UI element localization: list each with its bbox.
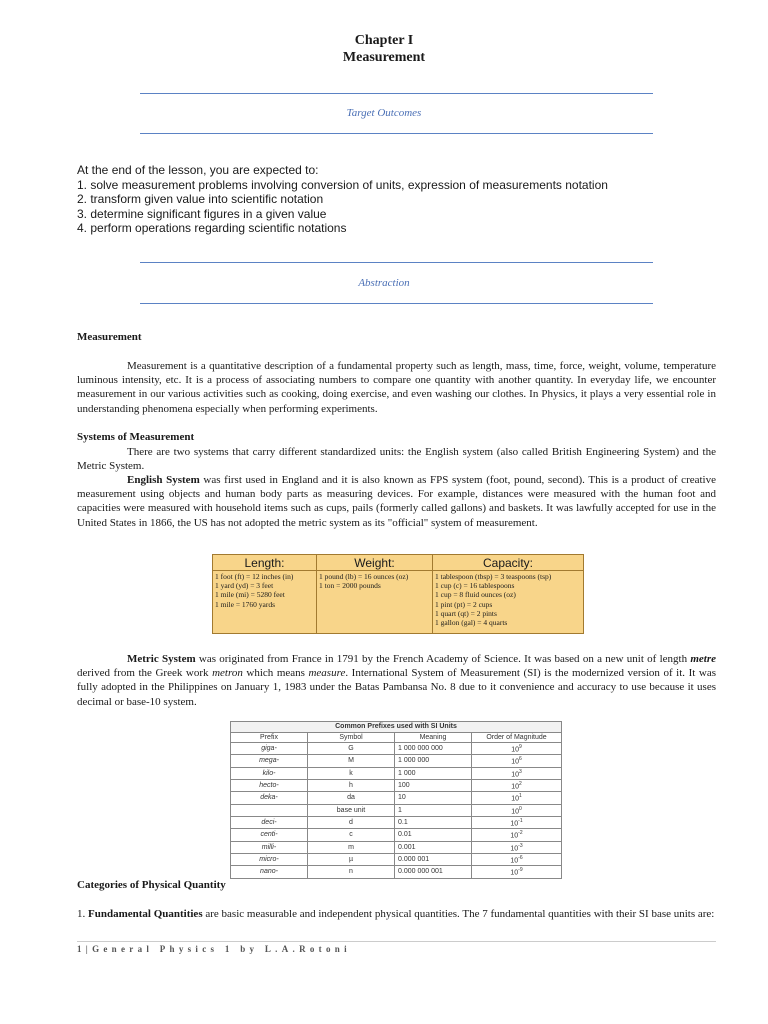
si-order-cell	[472, 779, 562, 791]
order-base: 10	[510, 820, 519, 828]
si-meaning-cell: 10	[395, 792, 472, 804]
page-footer: 1|General Physics 1 by L.A.Rotoni	[77, 944, 351, 954]
unit-row: 1 gallon (gal) = 4 quarts	[435, 618, 508, 628]
order-exponent: 6	[519, 756, 522, 763]
si-prefix-cell	[231, 804, 308, 816]
si-symbol-cell: G	[308, 743, 395, 755]
footer-divider	[77, 941, 716, 942]
si-symbol-cell: d	[308, 816, 395, 828]
si-header: Meaning	[395, 732, 472, 743]
target-outcomes-title: Target Outcomes	[346, 107, 422, 119]
order-exponent: -3	[518, 842, 523, 849]
si-meaning-cell: 1 000	[395, 767, 472, 779]
si-table-row	[231, 792, 562, 804]
si-meaning-cell: 1	[395, 804, 472, 816]
order-exponent: -6	[518, 854, 523, 861]
si-order-cell	[472, 816, 562, 828]
metric-text: . International System of Measurement (SI) is the modernized version of it. It was fully adopted in the Philippines on January 1, 1983 under the Batas Pambansa No. 8 due to it convenience and accuracy to use because it uses decimal or base-10 system.	[77, 667, 716, 708]
order-exponent: -1	[518, 817, 523, 824]
si-meaning-cell: 1 000 000	[395, 755, 472, 767]
unit-row: 1 ton = 2000 pounds	[319, 581, 381, 591]
unit-row: 1 tablespoon (tbsp) = 3 teaspoons (tsp)	[435, 572, 552, 581]
metric-system-paragraph	[77, 652, 716, 709]
si-table-row	[231, 743, 562, 755]
si-order-cell	[472, 792, 562, 804]
si-symbol-cell: n	[308, 866, 395, 878]
si-order-cell	[472, 804, 562, 816]
si-prefix-cell: deka-	[231, 792, 308, 804]
unit-row: 1 quart (qt) = 2 pints	[435, 608, 497, 618]
order-exponent: -9	[518, 867, 523, 874]
si-prefix-cell: mega-	[231, 755, 308, 767]
si-prefix-cell: kilo-	[231, 767, 308, 779]
si-header: Symbol	[308, 732, 395, 743]
outcome-item: 2. transform given value into scientific notation	[77, 192, 324, 206]
systems-intro-paragraph: There are two systems that carry different standardized units: the English system (also called British Engineering System) and the Metric System.	[77, 446, 716, 473]
metron-word: metron	[212, 667, 243, 680]
measurement-heading: Measurement	[77, 331, 142, 343]
si-meaning-cell: 0.01	[395, 829, 472, 841]
si-table-row	[231, 841, 562, 853]
outcome-item: 1. solve measurement problems involving conversion of units, expression of measurements notation	[77, 177, 608, 192]
si-prefix-cell: nano-	[231, 866, 308, 878]
si-table-row	[231, 804, 562, 816]
chapter-label: Chapter I	[354, 33, 414, 48]
si-meaning-cell: 0.001	[395, 841, 472, 853]
si-table-row	[231, 853, 562, 865]
english-system-text: was first used in England and it is also known as FPS system (foot, pound, second). This is a product of creative measurement using objects and human body parts as measuring devices. For example, distances were measured with the human foot and capacities were measured with household items such as cups, pails (formerly called gallons) and baskets. It was lawfully accepted for use in the United States in 1866, the US has not adopted the metric system as its "official" system of measurement.	[77, 474, 716, 529]
si-symbol-cell: m	[308, 841, 395, 853]
unit-row: 1 pound (lb) = 16 ounces (oz)	[319, 572, 409, 581]
divider	[140, 93, 653, 94]
column-header: Length:	[213, 556, 316, 571]
fundamental-term: Fundamental Quantities	[88, 908, 203, 920]
outcomes-list	[77, 163, 608, 236]
categories-heading: Categories of Physical Quantity	[77, 879, 226, 891]
si-header: Prefix	[231, 732, 308, 743]
column-header: Capacity:	[433, 556, 583, 571]
divider	[140, 262, 653, 263]
english-system-term: English System	[127, 474, 200, 486]
si-meaning-cell: 0.1	[395, 816, 472, 828]
si-symbol-cell: da	[308, 792, 395, 804]
order-base: 10	[511, 795, 519, 803]
si-table-row	[231, 816, 562, 828]
si-symbol-cell: h	[308, 779, 395, 791]
si-symbol-cell: c	[308, 829, 395, 841]
order-exponent: 9	[519, 744, 522, 750]
si-prefix-cell: centi-	[231, 829, 308, 841]
si-header: Order of Magnitude	[472, 732, 562, 743]
unit-row: 1 yard (yd) = 3 feet	[215, 581, 274, 591]
si-order-cell	[472, 755, 562, 767]
si-table-row	[231, 829, 562, 841]
si-order-cell	[472, 866, 562, 878]
unit-row: 1 mile = 1760 yards	[215, 599, 276, 609]
si-table-row	[231, 767, 562, 779]
si-symbol-cell: k	[308, 767, 395, 779]
si-order-cell	[472, 841, 562, 853]
unit-row: 1 foot (ft) = 12 inches (in)	[215, 572, 294, 581]
si-order-cell	[472, 767, 562, 779]
si-table-row	[231, 866, 562, 878]
measure-word: measure	[308, 667, 346, 680]
order-exponent: 1	[519, 793, 522, 800]
fundamental-text: are basic measurable and independent physical quantities. The 7 fundamental quantities with their SI base units are:	[202, 908, 715, 920]
capacity-column	[433, 555, 583, 633]
order-base: 10	[510, 844, 519, 852]
unit-row: 1 cup = 8 fluid ounces (oz)	[435, 590, 516, 600]
si-order-cell	[472, 743, 562, 755]
divider	[140, 133, 653, 134]
si-prefix-cell: milli-	[231, 841, 308, 853]
order-exponent: 3	[519, 768, 522, 775]
order-base: 10	[510, 832, 519, 840]
divider	[140, 303, 653, 304]
si-order-cell	[472, 853, 562, 865]
order-base: 10	[511, 770, 519, 778]
metric-system-term: Metric System	[127, 653, 196, 665]
measurement-paragraph: Measurement is a quantitative description of a fundamental property such as length, mass, time, force, weight, volume, temperature luminous intensity, etc. It is a process of associating numbers to compare one quantity with another quantity. In everyday life, we encounter measurement in our various activities such as cooking, doing exercise, and even washing our clothes. In Physics, it plays a very essential role in understanding phenomena especially when performing experiments.	[77, 360, 716, 415]
outcomes-intro: At the end of the lesson, you are expected to:	[77, 163, 319, 177]
si-prefix-cell: giga-	[231, 743, 308, 755]
metric-text: was originated from France in 1791 by the French Academy of Science. It was based on a new unit of length	[195, 653, 691, 665]
order-base: 10	[511, 807, 519, 815]
si-meaning-cell: 0.000 000 001	[395, 866, 472, 878]
metric-text: which means	[242, 667, 309, 680]
si-symbol-cell: M	[308, 755, 395, 767]
length-column	[213, 555, 317, 633]
si-prefix-cell: hecto-	[231, 779, 308, 791]
metric-text: derived from the Greek work	[77, 667, 213, 680]
abstraction-title: Abstraction	[358, 277, 410, 289]
order-exponent: 0	[519, 805, 522, 812]
si-prefix-table	[230, 721, 562, 879]
unit-row: 1 mile (mi) = 5280 feet	[215, 590, 285, 600]
si-prefix-cell: micro-	[231, 853, 308, 865]
weight-column	[317, 555, 433, 633]
systems-heading: Systems of Measurement	[77, 431, 195, 443]
si-meaning-cell: 1 000 000 000	[395, 743, 472, 755]
outcome-item: 3. determine significant figures in a given value	[77, 206, 327, 221]
si-symbol-cell: µ	[308, 853, 395, 865]
fundamental-paragraph	[77, 907, 716, 921]
unit-row: 1 pint (pt) = 2 cups	[435, 599, 493, 609]
english-system-paragraph	[77, 473, 716, 530]
order-base: 10	[511, 746, 519, 754]
si-order-cell	[472, 829, 562, 841]
chapter-title: Measurement	[342, 50, 426, 65]
order-base: 10	[511, 758, 519, 766]
order-exponent: -2	[518, 830, 523, 837]
si-meaning-cell: 100	[395, 779, 472, 791]
outcome-item: 4. perform operations regarding scientific notations	[77, 221, 347, 235]
si-prefix-cell: deci-	[231, 816, 308, 828]
order-base: 10	[510, 857, 519, 865]
order-base: 10	[510, 869, 519, 877]
order-base: 10	[511, 783, 519, 791]
si-table-row	[231, 779, 562, 791]
order-exponent: 2	[519, 780, 522, 787]
si-table-body	[231, 743, 562, 879]
metre-word: metre	[690, 653, 717, 665]
si-symbol-cell: base unit	[308, 804, 395, 816]
si-table-title: Common Prefixes used with SI Units	[231, 722, 562, 733]
english-units-table	[212, 554, 584, 634]
column-header: Weight:	[317, 556, 432, 571]
si-meaning-cell: 0.000 001	[395, 853, 472, 865]
unit-row: 1 cup (c) = 16 tablespoons	[435, 581, 515, 591]
item-number: 1.	[77, 908, 88, 920]
si-table-row	[231, 755, 562, 767]
